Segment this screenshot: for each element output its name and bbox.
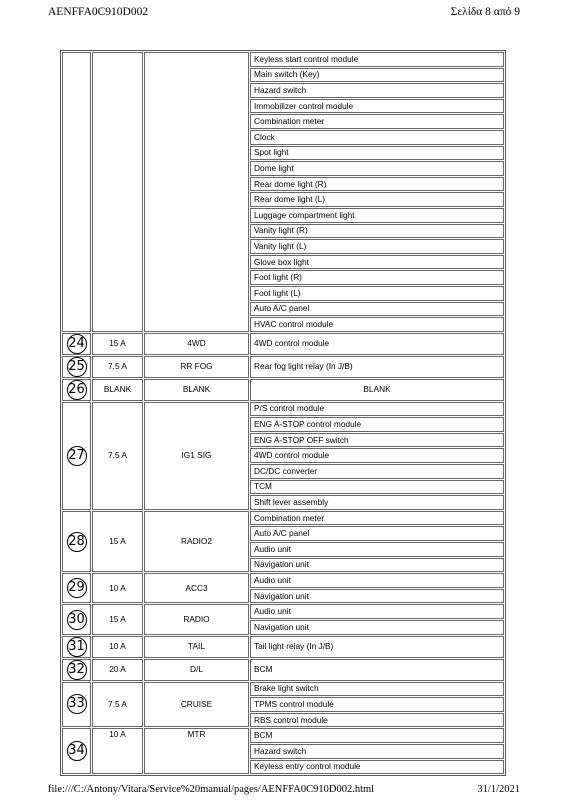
table-row bbox=[62, 52, 504, 67]
fuse-number-cell bbox=[62, 402, 91, 510]
fuse-name-cell: CRUISE bbox=[144, 682, 249, 728]
circuit-cell: HVAC control module bbox=[250, 317, 504, 332]
circuit-cell: Brake light switch bbox=[250, 682, 504, 697]
table-row bbox=[62, 636, 504, 658]
circuit-cell: Main switch (Key) bbox=[250, 68, 504, 83]
fuse-name-cell: RADIO2 bbox=[144, 511, 249, 572]
fuse-amperage-cell: 15 A bbox=[92, 604, 143, 634]
fuse-amperage-cell: 20 A bbox=[92, 659, 143, 681]
table-row bbox=[62, 682, 504, 697]
circuit-cell: Hazard switch bbox=[250, 744, 504, 759]
fuse-name-cell: 4WD bbox=[144, 333, 249, 355]
circuit-cell: Immobilizer control module bbox=[250, 99, 504, 114]
circuit-cell: Foot light (R) bbox=[250, 270, 504, 285]
fuse-name-cell bbox=[144, 52, 249, 332]
fuse-number-badge: 25 bbox=[67, 357, 87, 377]
fuse-amperage-cell: 7.5 A bbox=[92, 402, 143, 510]
circuit-cell: Vanity light (L) bbox=[250, 239, 504, 254]
circuit-cell: DC/DC converter bbox=[250, 464, 504, 479]
circuit-cell: Auto A/C panel bbox=[250, 526, 504, 541]
fuse-number-cell bbox=[62, 333, 91, 355]
fuse-number-cell bbox=[62, 604, 91, 634]
fuse-number-cell bbox=[62, 573, 91, 603]
fuse-amperage-cell: 10 A bbox=[92, 728, 143, 774]
circuit-cell: Glove box light bbox=[250, 255, 504, 270]
table-row bbox=[62, 402, 504, 417]
print-date: 31/1/2021 bbox=[477, 784, 520, 795]
fuse-name-cell: RR FOG bbox=[144, 356, 249, 378]
fuse-number-cell bbox=[62, 659, 91, 681]
fuse-amperage-cell: 15 A bbox=[92, 333, 143, 355]
fuse-number-badge: 33 bbox=[67, 694, 87, 714]
circuit-cell: TPMS control module bbox=[250, 697, 504, 712]
table-row bbox=[62, 573, 504, 588]
fuse-number-badge: 26 bbox=[67, 380, 87, 400]
table-row bbox=[62, 333, 504, 355]
fuse-number-badge: 28 bbox=[67, 532, 87, 552]
circuit-cell: TCM bbox=[250, 480, 504, 495]
circuit-cell: Rear dome light (L) bbox=[250, 192, 504, 207]
circuit-cell: 4WD control module bbox=[250, 448, 504, 463]
fuse-name-cell: MTR bbox=[144, 728, 249, 774]
circuit-cell: Shift lever assembly bbox=[250, 495, 504, 510]
circuit-cell: Navigation unit bbox=[250, 620, 504, 635]
circuit-cell: Foot light (L) bbox=[250, 286, 504, 301]
table-row bbox=[62, 511, 504, 526]
fuse-number-cell bbox=[62, 636, 91, 658]
circuit-cell: Keyless start control module bbox=[250, 52, 504, 67]
fuse-amperage-cell: 10 A bbox=[92, 573, 143, 603]
fuse-name-cell: BLANK bbox=[144, 379, 249, 401]
circuit-cell: Audio unit bbox=[250, 604, 504, 619]
fuse-number-badge: 24 bbox=[67, 334, 87, 354]
fuse-number-cell bbox=[62, 682, 91, 728]
fuse-number-badge: 34 bbox=[67, 741, 87, 761]
document-id: AENFFA0C910D002 bbox=[48, 6, 149, 18]
fuse-name-cell: RADIO bbox=[144, 604, 249, 634]
fuse-number-badge: 32 bbox=[67, 660, 87, 680]
circuit-cell: RBS control module bbox=[250, 713, 504, 728]
fuse-name-cell: D/L bbox=[144, 659, 249, 681]
table-row bbox=[62, 728, 504, 743]
circuit-cell: Auto A/C panel bbox=[250, 302, 504, 317]
circuit-cell: Audio unit bbox=[250, 573, 504, 588]
fuse-name-cell: ACC3 bbox=[144, 573, 249, 603]
circuit-cell: Combination meter bbox=[250, 114, 504, 129]
circuit-cell: P/S control module bbox=[250, 402, 504, 417]
fuse-name-cell: IG1 SIG bbox=[144, 402, 249, 510]
fuse-number-cell bbox=[62, 728, 91, 774]
fuse-amperage-cell: 7.5 A bbox=[92, 356, 143, 378]
circuit-cell: Vanity light (R) bbox=[250, 224, 504, 239]
circuit-cell: Rear fog light relay (In J/B) bbox=[250, 356, 504, 378]
fuse-table bbox=[60, 50, 506, 776]
fuse-number-badge: 27 bbox=[67, 446, 87, 466]
table-row bbox=[62, 356, 504, 378]
table-row bbox=[62, 604, 504, 619]
circuit-cell: Audio unit bbox=[250, 542, 504, 557]
fuse-number-badge: 31 bbox=[67, 637, 87, 657]
circuit-cell: Navigation unit bbox=[250, 589, 504, 604]
circuit-cell: ENG A-STOP control module bbox=[250, 417, 504, 432]
page-info: Σελίδα 8 από 9 bbox=[450, 6, 520, 18]
fuse-number-badge: 30 bbox=[67, 610, 87, 630]
fuse-amperage-cell: 7.5 A bbox=[92, 682, 143, 728]
fuse-amperage-cell: 10 A bbox=[92, 636, 143, 658]
file-path: file:///C:/Antony/Vitara/Service%20manual/pages/AENFFA0C910D002.html bbox=[48, 784, 375, 795]
fuse-number-cell bbox=[62, 511, 91, 572]
fuse-number-badge: 29 bbox=[67, 578, 87, 598]
fuse-amperage-cell bbox=[92, 52, 143, 332]
circuit-cell: BLANK bbox=[250, 379, 504, 401]
circuit-cell: 4WD control module bbox=[250, 333, 504, 355]
circuit-cell: Clock bbox=[250, 130, 504, 145]
circuit-cell: ENG A-STOP OFF switch bbox=[250, 433, 504, 448]
table-row bbox=[62, 659, 504, 681]
circuit-cell: Combination meter bbox=[250, 511, 504, 526]
circuit-cell: Luggage compartment light bbox=[250, 208, 504, 223]
circuit-cell: BCM bbox=[250, 728, 504, 743]
circuit-cell: Rear dome light (R) bbox=[250, 177, 504, 192]
circuit-cell: BCM bbox=[250, 659, 504, 681]
fuse-number-cell bbox=[62, 379, 91, 401]
circuit-cell: Spot light bbox=[250, 146, 504, 161]
fuse-name-cell: TAIL bbox=[144, 636, 249, 658]
circuit-cell: Hazard switch bbox=[250, 83, 504, 98]
circuit-cell: Navigation unit bbox=[250, 558, 504, 573]
circuit-cell: Tail light relay (In J/B) bbox=[250, 636, 504, 658]
fuse-number-cell bbox=[62, 356, 91, 378]
fuse-amperage-cell: 15 A bbox=[92, 511, 143, 572]
circuit-cell: Keyless entry control module bbox=[250, 760, 504, 775]
fuse-amperage-cell: BLANK bbox=[92, 379, 143, 401]
table-row bbox=[62, 379, 504, 401]
circuit-cell: Dome light bbox=[250, 161, 504, 176]
fuse-number-cell bbox=[62, 52, 91, 332]
